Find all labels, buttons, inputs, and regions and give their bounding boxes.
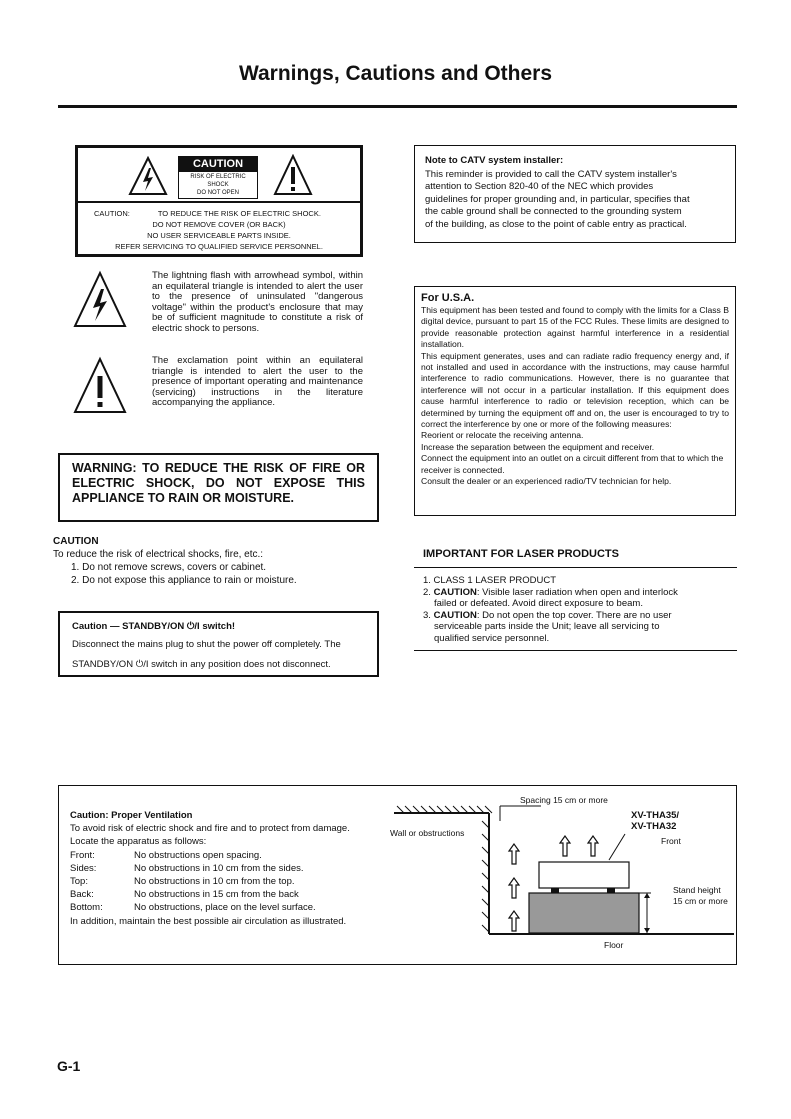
ventilation-box: [58, 785, 737, 965]
laser-item-text: : Visible laser radiation when open and interlock: [476, 586, 678, 598]
standby-heading-post: switch!: [199, 621, 236, 632]
ventilation-row-back: [70, 888, 390, 901]
row-value: No obstructions open spacing.: [134, 849, 262, 861]
laser-item-3: [423, 610, 733, 622]
laser-item-num: 3.: [423, 609, 434, 621]
laser-caution-label: CAUTION: [433, 586, 477, 598]
device-unit: [539, 862, 629, 888]
ventilation-row-top: [70, 875, 390, 888]
row-key: Back:: [70, 889, 94, 901]
exclamation-symbol-text: The exclamation point within an equilateral triangle is intended to alert the user to the presence of important operating and maintenance (servicing) instructions in the literature accompanying the appliance.: [152, 355, 363, 409]
page-number: G-1: [57, 1058, 81, 1074]
usa-measure: Increase the separation between the equipment and receiver.: [421, 441, 655, 452]
caution-sub-line2: DO NOT OPEN: [197, 190, 239, 196]
ventilation-text: [70, 809, 390, 928]
caution-heading: CAUTION: [53, 536, 99, 547]
model-name-1: XV-THA35/: [631, 810, 680, 821]
laser-item-2-cont: failed or defeated. Avoid direct exposure to beam.: [434, 598, 643, 609]
caution-line2: DO NOT REMOVE COVER (OR BACK): [152, 220, 286, 229]
usa-heading: For U.S.A.: [421, 292, 475, 304]
laser-item-3-cont: qualified service personnel.: [434, 632, 550, 644]
ventilation-row-bottom: [70, 901, 390, 914]
lightning-symbol-text: The lightning flash with arrowhead symbol, within an equilateral triangle is intended to alert the user to the presence of uninsulated "dangerous voltage" within the product's enclosure that may be of sufficient magnitude to constitute a risk of electric shock to persons.: [152, 270, 363, 334]
row-key: Sides:: [70, 862, 97, 874]
standby-line1: Disconnect the mains plug to shut the power off completely. The: [72, 639, 341, 650]
wall-label: Wall or obstructions: [390, 828, 465, 838]
catv-line: guidelines for proper grounding and, in particular, specifies that: [425, 193, 690, 205]
stand-height-line1: Stand height: [673, 885, 721, 895]
lightning-triangle-icon: [72, 270, 128, 330]
caution-label-body: [78, 208, 360, 252]
row-key: Bottom:: [70, 902, 103, 914]
usa-measure: Reorient or relocate the receiving antenna.: [421, 430, 584, 441]
row-value: No obstructions, place on the level surface.: [134, 902, 316, 914]
standby-heading-pre: Caution — STANDBY/ON: [72, 621, 187, 632]
lightning-triangle-icon: [128, 156, 168, 196]
catv-note-box: [414, 145, 736, 243]
laser-list: [423, 575, 733, 644]
exclamation-triangle-icon: [72, 356, 128, 416]
catv-heading: Note to CATV system installer:: [425, 155, 564, 166]
laser-rule-top: [414, 567, 737, 568]
caution-line4: REFER SERVICING TO QUALIFIED SERVICE PERSONNEL.: [115, 242, 323, 251]
exclamation-triangle-icon: [273, 154, 313, 196]
catv-line: of the building, as close to the point of cable entry as practical.: [425, 218, 687, 230]
standby-heading: [72, 621, 365, 633]
caution-item-1: 1. Do not remove screws, covers or cabinet.: [71, 562, 267, 573]
laser-item-3-cont: serviceable parts inside the Unit; leave all servicing to: [434, 621, 660, 632]
standby-line2-pre: STANDBY/ON: [72, 659, 136, 670]
caution-label-top: [78, 148, 360, 203]
laser-item-num: 2.: [423, 586, 434, 598]
caution-item-2: 2. Do not expose this appliance to rain or moisture.: [71, 575, 297, 586]
ventilation-line2: Locate the apparatus as follows:: [70, 836, 207, 848]
caution-line3: NO USER SERVICEABLE PARTS INSIDE.: [147, 231, 291, 240]
caution-line1-text: TO REDUCE THE RISK OF ELECTRIC SHOCK.: [157, 209, 321, 218]
standby-line2: [72, 655, 365, 675]
power-symbol-icon: ⏻/I: [186, 621, 200, 632]
laser-item-2: [423, 587, 733, 599]
usa-paragraph-1: This equipment has been tested and found to comply with the limits for a Class B digital device, pursuant to part 15 of the FCC Rules. These limits are designed to provide reasonable protection against harmful interference in a residential installation.: [421, 305, 729, 350]
caution-label: [75, 145, 363, 257]
model-label: [631, 810, 679, 832]
stand-height-line2: 15 cm or more: [673, 896, 728, 906]
caution-sub-line1: RISK OF ELECTRIC SHOCK: [190, 174, 246, 188]
laser-item-text: : Do not open the top cover. There are no user: [476, 609, 672, 621]
catv-line: the cable ground shall be connected to the grounding system: [425, 206, 682, 217]
row-value: No obstructions in 10 cm from the top.: [134, 876, 295, 888]
usa-paragraph-2: This equipment generates, uses and can radiate radio frequency energy and, if not installed and used in accordance with the instructions, may cause harmful interference to radio communications. However, there is no guarantee that interference will not occur in a particular installation. If this equipment does cause harmful interference to radio or television reception, which can be determined by turning the equipment off and on, the user is encouraged to try to correct the interference by one or more of the following measures:: [421, 350, 729, 430]
ventilation-diagram: [389, 796, 734, 961]
floor-label: Floor: [604, 940, 624, 950]
power-symbol-icon: ⏻/I: [135, 659, 149, 670]
catv-line: attention to Section 820-40 of the NEC which provides: [425, 181, 654, 192]
laser-caution-label: CAUTION: [433, 609, 477, 621]
ventilation-row-front: [70, 849, 390, 862]
standby-line2-post: switch in any position does not disconnect.: [148, 659, 331, 670]
usa-fcc-box: [414, 286, 736, 516]
front-label: Front: [661, 836, 681, 846]
ventilation-footer: In addition, maintain the best possible air circulation as illustrated.: [70, 915, 347, 927]
caution-label-sub: [178, 172, 258, 199]
caution-section: [53, 535, 383, 587]
model-name-2: XV-THA32: [631, 821, 677, 832]
laser-rule-bottom: [414, 650, 737, 651]
standby-box: [58, 611, 379, 677]
stand: [529, 893, 639, 933]
row-key: Front:: [70, 849, 95, 861]
ventilation-heading: Caution: Proper Ventilation: [70, 810, 193, 821]
laser-heading: IMPORTANT FOR LASER PRODUCTS: [423, 548, 619, 560]
row-key: Top:: [70, 876, 88, 888]
row-value: No obstructions in 10 cm from the sides.: [134, 862, 304, 874]
warning-box: WARNING: TO REDUCE THE RISK OF FIRE OR ELECTRIC SHOCK, DO NOT EXPOSE THIS APPLIANCE TO RAIN OR MOISTURE.: [58, 453, 379, 522]
usa-measure: Consult the dealer or an experienced radio/TV technician for help.: [421, 476, 672, 487]
ventilation-row-sides: [70, 862, 390, 875]
caution-label-title: CAUTION: [178, 156, 258, 172]
row-value: No obstructions in 15 cm from the back: [134, 889, 299, 901]
spacing-label: Spacing 15 cm or more: [520, 795, 608, 805]
ventilation-line1: To avoid risk of electric shock and fire and to protect from damage.: [70, 823, 350, 835]
stand-height-label: [673, 885, 728, 907]
title-rule: [58, 105, 737, 108]
page-title: Warnings, Cautions and Others: [238, 62, 553, 85]
caution-intro: To reduce the risk of electrical shocks, fire, etc.:: [53, 549, 264, 560]
catv-line: This reminder is provided to call the CATV system installer's: [425, 168, 677, 180]
usa-measure: Connect the equipment into an outlet on a circuit different from that to which the receiver is connected.: [421, 453, 724, 475]
laser-item-1: 1. CLASS 1 LASER PRODUCT: [423, 575, 557, 586]
caution-line1-prefix: CAUTION:: [94, 209, 130, 218]
